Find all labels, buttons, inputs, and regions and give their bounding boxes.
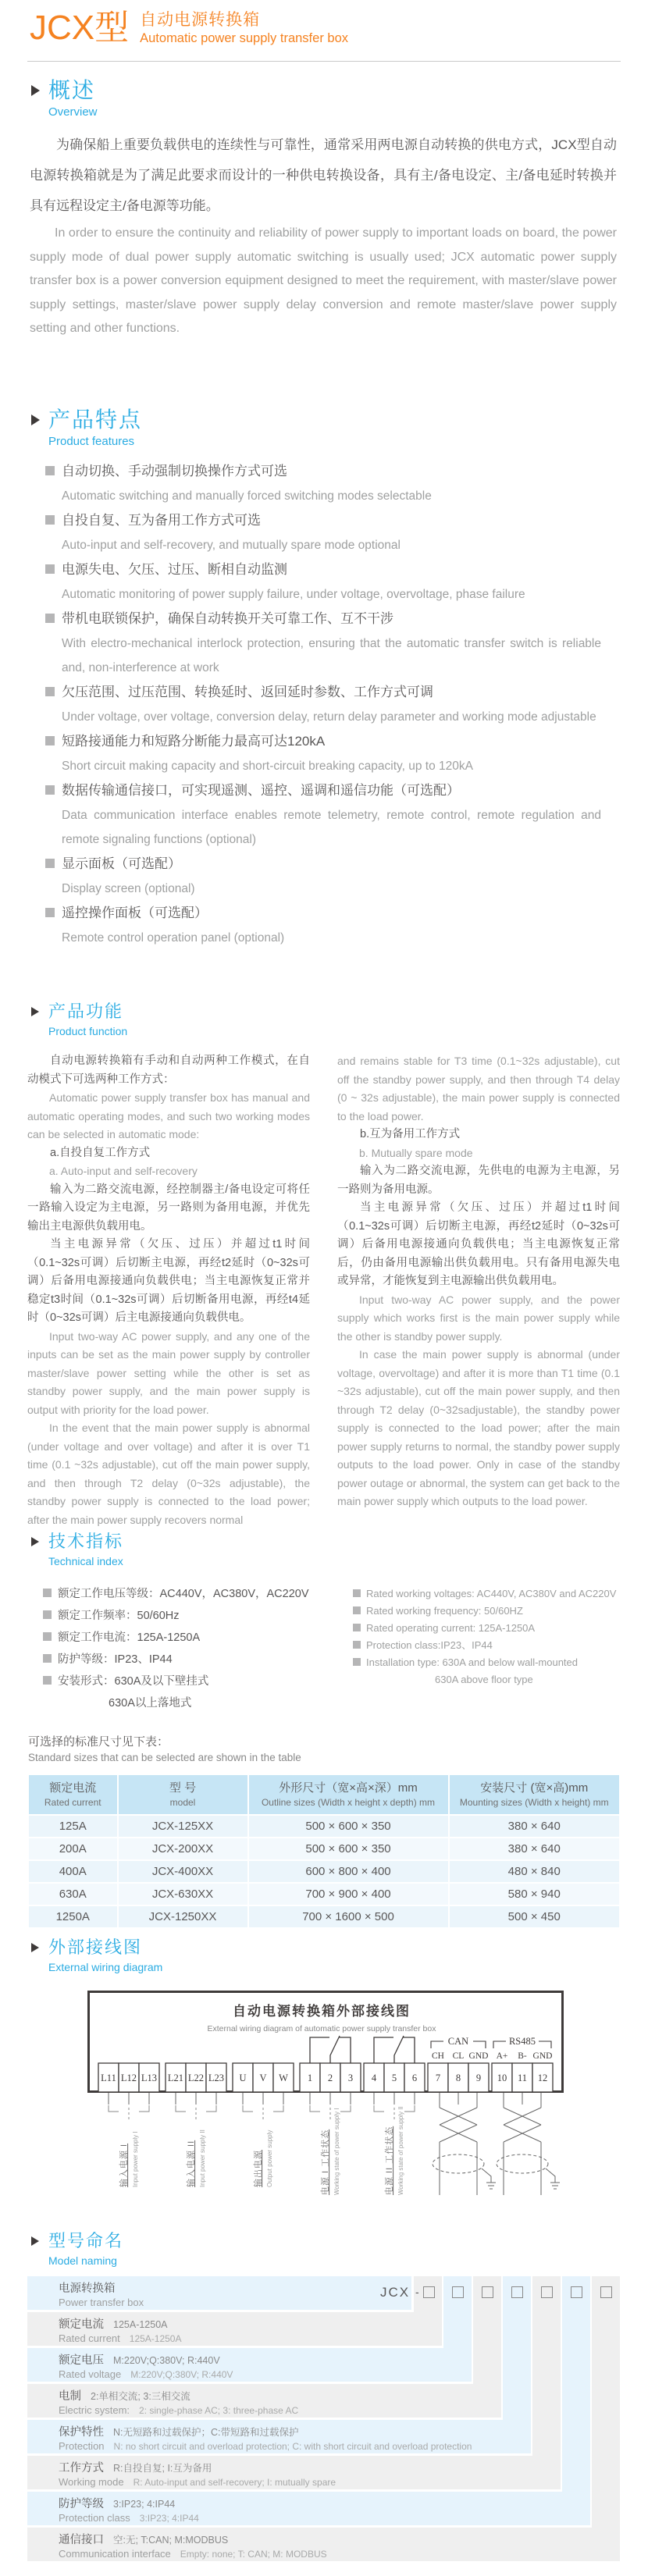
function-paragraph: 当主电源异常（欠压、过压）并超过t1时间（0.1~32s可调）后切断主电源，再经t2延时（0~32s可调）后备用电源接通向负载供电；当主电源恢复正常后，仍由备用电源输出供负载用电。只有备用电源失电或异常，才能恢复到主电源输出供负载用电。 (337, 1201, 620, 1287)
function-paragraph: 输入为二路交流电源，先供电的电源为主电源，另一路则为备用电源。 (337, 1165, 620, 1196)
naming-row (27, 2276, 411, 2310)
naming-detail-cn: 125A-1250A (113, 2319, 168, 2330)
feature-en: Display screen (optional) (62, 882, 195, 895)
wiring-diagram (87, 1991, 564, 2213)
feature-item (45, 778, 601, 852)
terminal-label: W (279, 2073, 288, 2083)
naming-row (27, 2456, 561, 2489)
section-overview-heading (30, 78, 98, 120)
section-title-cn: 外部接线图 (48, 1937, 143, 1957)
terminal-label: 1 (307, 2073, 313, 2083)
function-paragraph: 自动电源转换箱有手动和自动两种工作模式，在自动模式下可选两种工作方式： (27, 1055, 310, 1086)
size-cell: 380 × 640 (450, 1816, 620, 1837)
section-technical-heading (30, 1532, 123, 1569)
terminal-stubs (109, 2093, 522, 2105)
function-paragraph: In the event that the main power supply is abnormal (under voltage and over voltage) and after it is over T1 time (0.1 ~32s adjustable), cut off the main power supply, and then through T2 delay (0~32s adjustable), the standby power supply is connected to the load power; after the main power supply recovers normal (27, 1421, 310, 1526)
terminal-strip (98, 2063, 553, 2092)
group-label-cn: 电源 II 工作状态 (385, 2126, 394, 2195)
model-naming-diagram (27, 2276, 621, 2564)
naming-row (27, 2528, 620, 2561)
feature-cn-text: 数据传输通信接口，可实现遥测、遥控、遥调和遥信功能（可选配） (62, 783, 460, 798)
naming-label-en: Protection (59, 2440, 105, 2452)
function-paragraph: Input two-way AC power supply, and any one of the inputs can be set as the main power supply by controller master/slave power setting while the other is set as standby power supply, and the main power supply is output with priority for the load power. (27, 1329, 310, 1416)
group-brackets (109, 2105, 415, 2122)
tech-item (353, 1654, 622, 1671)
table-row (29, 1884, 619, 1905)
naming-detail-cn: 2:单相交流; 3:三相交流 (91, 2391, 190, 2402)
feature-cn-text: 欠压范围、过压范围、转换延时、返回延时参数、工作方式可调 (62, 685, 433, 699)
model-prefix: JCX (380, 2285, 411, 2300)
feature-cn (45, 901, 601, 926)
feature-cn (45, 852, 601, 877)
feature-item (45, 607, 601, 680)
group-label-cn: 电源 I 工作状态 (321, 2129, 330, 2195)
naming-label-cn: 电制 (59, 2390, 81, 2403)
section-title-cn: 技术指标 (48, 1532, 124, 1551)
terminal-label: L11 (101, 2073, 116, 2083)
table-row (29, 1906, 619, 1927)
terminal-label: L21 (167, 2073, 184, 2083)
function-column-right (337, 1052, 620, 1511)
code-box (511, 2286, 523, 2298)
tech-item-text: Rated operating current: 125A-1250A (366, 1622, 536, 1634)
naming-label-cn: 通信接口 (59, 2534, 104, 2546)
size-cell: 200A (29, 1838, 117, 1859)
feature-cn (45, 508, 601, 533)
tech-item (43, 1583, 347, 1605)
feature-cn-text: 带机电联锁保护，确保自动转换开关可靠工作、互不干涉 (62, 611, 393, 626)
feature-en: Remote control operation panel (optional) (62, 931, 285, 945)
feature-en: Auto-input and self-recovery, and mutually spare mode optional (62, 539, 401, 552)
naming-label-cn: 防护等级 (59, 2498, 104, 2510)
naming-detail-en: 2: single-phase AC; 3: three-phase AC (139, 2405, 299, 2416)
feature-cn (45, 557, 601, 582)
naming-label-en: Working mode (59, 2476, 124, 2488)
col-header (119, 1775, 247, 1814)
bullet-icon (45, 859, 55, 868)
col-header-cn: 外形尺寸（宽×高×深）mm (279, 1781, 418, 1795)
tech-item (43, 1649, 347, 1670)
bullet-icon (353, 1658, 361, 1666)
col-header-en: Outline sizes (Width x height x depth) mm (261, 1797, 436, 1808)
group-label-en: Output power supply (266, 2129, 273, 2187)
terminal-label: 4 (371, 2073, 377, 2083)
product-title-en: Automatic power supply transfer box (140, 31, 349, 45)
section-features-heading (30, 407, 142, 450)
terminal-label: 12 (537, 2073, 548, 2083)
feature-item (45, 557, 601, 607)
naming-detail-cn: R:自投自复; I:互为备用 (113, 2463, 212, 2474)
feature-en: Data communication interface enables remote telemetry, remote control, remote regulation and remote signaling functions (optional) (62, 809, 601, 846)
tech-item (43, 1605, 347, 1627)
naming-detail-cn: M:220V;Q:380V; R:440V (113, 2355, 220, 2366)
size-cell: 500 × 600 × 350 (249, 1838, 448, 1859)
terminal-label: 2 (327, 2073, 333, 2083)
feature-en: Automatic switching and manually forced switching modes selectable (62, 489, 432, 503)
bullet-icon (43, 1610, 52, 1619)
naming-row (27, 2492, 590, 2525)
code-box (452, 2286, 464, 2298)
feature-item (45, 680, 601, 729)
naming-row (27, 2348, 472, 2382)
section-title-en: Technical index (48, 1555, 123, 1567)
feature-cn-text: 显示面板（可选配） (62, 856, 181, 871)
naming-label-cn: 电源转换箱 (59, 2282, 116, 2295)
size-cell: 500 × 600 × 350 (249, 1816, 448, 1837)
feature-item (45, 852, 601, 901)
naming-label-cn: 保护特性 (59, 2426, 104, 2439)
group-label-en: Input power supply I (132, 2131, 139, 2187)
ground-symbol (546, 2169, 560, 2189)
code-column (592, 2276, 620, 2528)
section-title-cn: 型号命名 (48, 2231, 124, 2250)
table-row (29, 1861, 619, 1882)
tech-item (353, 1637, 622, 1654)
tech-item (353, 1585, 622, 1603)
group-label-cn: 输出电源 (254, 2150, 263, 2187)
group-label-cn: 输入电源 I (119, 2143, 129, 2187)
col-header (450, 1775, 620, 1814)
section-arrow-icon (31, 1943, 39, 1952)
section-title-en: Product function (48, 1025, 128, 1037)
overview-paragraph-cn: 为确保船上重要负载供电的连续性与可靠性，通常采用两电源自动转换的供电方式，JCX型自动电源转换箱就是为了满足此要求而设计的一种供电转换设备，具有主/备电设定、主/备电延时转换并具有远程设定主/备电源等功能。 (30, 137, 617, 213)
feature-en: Short circuit making capacity and short-circuit breaking capacity, up to 120kA (62, 760, 473, 773)
bullet-icon (43, 1632, 52, 1641)
col-header-cn: 型 号 (169, 1781, 197, 1795)
size-cell: JCX-125XX (119, 1816, 247, 1837)
tech-item-text: Rated working voltages: AC440V, AC380V and AC220V (366, 1588, 617, 1599)
section-title-cn: 产品特点 (48, 407, 143, 432)
size-cell: 1250A (29, 1906, 117, 1927)
naming-detail-en: 125A-1250A (129, 2333, 182, 2344)
relay-symbol (310, 2036, 415, 2063)
bullet-icon (45, 687, 55, 696)
tech-item (353, 1603, 622, 1620)
naming-label-cn: 工作方式 (59, 2462, 104, 2475)
naming-detail-en: N: no short circuit and overload protection; C: with short circuit and overload protection (113, 2441, 472, 2452)
naming-detail-en: 3:IP23; 4:IP44 (139, 2513, 199, 2524)
section-title-cn: 概述 (48, 78, 96, 102)
bullet-icon (353, 1589, 361, 1597)
bullet-icon (45, 515, 55, 525)
diagram-title-cn: 自动电源转换箱外部接线图 (233, 2004, 411, 2019)
tech-item-text: Installation type: 630A and below wall-mounted (366, 1656, 579, 1668)
naming-row (27, 2420, 531, 2453)
function-paragraph: and remains stable for T3 time (0.1~32s adjustable), cut off the standby power supply, and then through T4 delay (0 ~ 32s adjustable), the main power supply is connected to the load power. (337, 1055, 620, 1123)
terminal-label: 5 (391, 2073, 397, 2083)
pin-label: A+ (496, 2051, 508, 2061)
bus-labels (432, 2036, 552, 2061)
col-header-en: model (169, 1797, 196, 1808)
section-title-en: Overview (48, 105, 98, 119)
naming-label-en: Electric system: (59, 2404, 130, 2416)
feature-cn (45, 459, 601, 484)
terminal-label: 3 (347, 2073, 354, 2083)
pin-label: CH (432, 2051, 444, 2061)
section-title-en: Product features (48, 435, 135, 448)
tech-item-text: 额定工作电流：125A-1250A (58, 1631, 201, 1644)
section-arrow-icon (31, 415, 40, 425)
page-header (30, 8, 348, 48)
size-cell: 125A (29, 1816, 117, 1837)
section-naming-heading (30, 2231, 123, 2268)
bullet-icon (45, 736, 55, 745)
bullet-icon (43, 1654, 52, 1663)
size-cell: 700 × 1600 × 500 (249, 1906, 448, 1927)
function-paragraph: Input two-way AC power supply, and the power supply which works first is the main power supply while the other is standby power supply. (337, 1293, 620, 1343)
feature-list (45, 459, 601, 950)
feature-en: With electro-mechanical interlock protection, ensuring that the automatic transfer switch is reliable and, non-interference at work (62, 637, 601, 674)
naming-label-en: Communication interface (59, 2548, 171, 2560)
terminal-label: U (239, 2073, 247, 2083)
table-row (29, 1816, 619, 1837)
naming-row (27, 2384, 501, 2418)
feature-en: Automatic monitoring of power supply failure, under voltage, overvoltage, phase failure (62, 588, 525, 601)
feature-cn (45, 729, 601, 754)
naming-row (27, 2312, 442, 2346)
function-paragraph: Automatic power supply transfer box has manual and automatic operating modes, and such two working modes can be selected in automatic mode: (27, 1091, 310, 1140)
code-box (482, 2286, 493, 2298)
group-label-en: Input power supply II (199, 2129, 206, 2187)
code-box (541, 2286, 553, 2298)
function-column-left (27, 1052, 310, 1529)
product-model-title: JCX型 (30, 9, 130, 47)
table-row (29, 1838, 619, 1859)
feature-cn-text: 电源失电、欠压、过压、断相自动监测 (62, 562, 287, 577)
terminal-label: 9 (475, 2073, 482, 2083)
twisted-pair-rs485 (497, 2093, 560, 2195)
naming-detail-cn: 3:IP23; 4:IP44 (113, 2499, 176, 2510)
tech-item-text: 额定工作频率：50/60Hz (58, 1610, 180, 1622)
pin-label: B- (518, 2051, 527, 2061)
feature-cn-text: 自动切换、手动强制切换操作方式可选 (62, 464, 287, 479)
twisted-pair-can (433, 2093, 496, 2195)
bullet-icon (45, 466, 55, 475)
group-label-en: Working state of power supply II (397, 2106, 404, 2195)
col-header (29, 1775, 117, 1814)
feature-item (45, 459, 601, 508)
size-cell: 630A (29, 1884, 117, 1905)
terminal-label: 7 (435, 2073, 441, 2083)
section-arrow-icon (31, 85, 40, 96)
code-box (571, 2286, 582, 2298)
naming-detail-cn: 空:无; T:CAN; M:MODBUS (113, 2535, 229, 2546)
function-paragraph: b.互为备用工作方式 (360, 1128, 461, 1140)
bullet-icon (45, 785, 55, 795)
tech-item-text: 额定工作电压等级：AC440V，AC380V，AC220V (58, 1588, 309, 1600)
feature-cn-text: 短路接通能力和短路分断能力最高可达120kA (62, 734, 326, 749)
terminal-label: L23 (208, 2073, 225, 2083)
col-header-en: Mounting sizes (Width x height) mm (459, 1797, 609, 1808)
bullet-icon (45, 564, 55, 574)
col-header (249, 1775, 448, 1814)
size-cell: JCX-400XX (119, 1861, 247, 1882)
size-cell: 700 × 900 × 400 (249, 1884, 448, 1905)
terminal-label: V (259, 2073, 267, 2083)
code-box (423, 2286, 435, 2298)
function-paragraph: 输入为二路交流电源，经控制器主/备电设定可将任一路输入设定为主电源，另一路则为备用电源，并优先输出主电源供负载用电。 (27, 1183, 310, 1233)
feature-item (45, 508, 601, 557)
code-box (600, 2286, 612, 2298)
terminal-label: L22 (187, 2073, 205, 2083)
feature-cn-text: 遥控操作面板（可选配） (62, 906, 208, 920)
bullet-icon (45, 614, 55, 623)
terminal-label: 11 (517, 2073, 528, 2083)
tech-item-text: 安装形式：630A及以下壁挂式 (58, 1675, 209, 1688)
overview-paragraph-en: In order to ensure the continuity and reliability of power supply to important loads on board, the power supply mode of dual power supply automatic switching is usually used; JCX automatic power supply transfer box is a power conversion equipment designed to meet the requirement, with master/slave power supply settings, master/slave power supply delay conversion and remote master/slave power supply setting and other functions. (30, 226, 617, 335)
section-wiring-heading (30, 1937, 162, 1975)
group-labels (118, 2106, 404, 2195)
size-cell: 600 × 800 × 400 (249, 1861, 448, 1882)
tech-item-extra: 630A以上落地式 (109, 1697, 192, 1710)
size-cell: 400A (29, 1861, 117, 1882)
sizes-intro-en: Standard sizes that can be selected are shown in the table (28, 1752, 301, 1763)
naming-label-en: Protection class (59, 2512, 130, 2524)
tech-item (43, 1670, 347, 1692)
function-paragraph: In case the main power supply is abnormal (under voltage, overvoltage) and after it is more than T1 time (0.1 ~32s adjustable), cut off the main power supply, and then through T2 delay (0~32sadjustable), the standby power supply is connected to the load power; after the main power supply returns to normal, the standby power supply outputs to the load power. Only in case of the standby power outage or abnormal, the system can get back to the main power supply which outputs to the load power. (337, 1348, 620, 1507)
group-label-cn: 输入电源 II (187, 2140, 196, 2187)
naming-label-en: Power transfer box (59, 2297, 144, 2308)
sizes-intro-cn: 可选择的标准尺寸见下表： (28, 1735, 169, 1749)
size-cell: 500 × 450 (450, 1906, 620, 1927)
naming-label-en: Rated current (59, 2332, 120, 2344)
naming-label-en: Rated voltage (59, 2368, 122, 2380)
tech-item-text: Rated working frequency: 50/60HZ (366, 1605, 523, 1617)
size-cell: JCX-630XX (119, 1884, 247, 1905)
section-arrow-icon (31, 1007, 39, 1016)
bullet-icon (43, 1676, 52, 1685)
terminal-label: 8 (455, 2073, 461, 2083)
section-title-en: External wiring diagram (48, 1961, 163, 1973)
naming-detail-en: R: Auto-input and self-recovery; I: mutually spare (133, 2477, 336, 2488)
naming-detail-en: Empty: none; T: CAN; M: MODBUS (180, 2549, 327, 2560)
function-paragraph: 当主电源异常（欠压、过压）并超过t1时间（0.1~32s可调）后切断主电源，再经t2延时（0~32s可调）后备用电源接通向负载供电；当主电源恢复正常并稳定t3时间（0.1~32s可调）后切断备用电源，再经t4延时（0~32s可调）后主电源接通向负载供电。 (27, 1238, 310, 1324)
size-cell: 380 × 640 (450, 1838, 620, 1859)
bullet-icon (353, 1624, 361, 1631)
naming-label-cn: 额定电压 (59, 2354, 104, 2367)
model-dash: - (415, 2286, 419, 2298)
feature-item (45, 901, 601, 950)
size-cell: JCX-1250XX (119, 1906, 247, 1927)
diagram-title-en: External wiring diagram of automatic power supply transfer box (207, 2024, 436, 2033)
pin-label: GND (532, 2051, 553, 2061)
pin-label: GND (468, 2051, 489, 2061)
bullet-icon (353, 1641, 361, 1649)
col-header-en: Rated current (44, 1797, 101, 1808)
table-header-row (29, 1775, 619, 1814)
bullet-icon (353, 1606, 361, 1614)
terminal-label: L13 (141, 2073, 158, 2083)
terminal-label: L12 (120, 2073, 137, 2083)
can-bus-label: CAN (447, 2036, 469, 2047)
feature-cn (45, 680, 601, 705)
ground-symbol (482, 2169, 496, 2189)
size-cell: 580 × 940 (450, 1884, 620, 1905)
col-header-cn: 安装尺寸 (宽×高)mm (480, 1781, 589, 1795)
product-title-block (140, 8, 348, 47)
tech-item-text: 防护等级：IP23、IP44 (58, 1653, 173, 1666)
terminal-label: 6 (411, 2073, 418, 2083)
technical-list-en (353, 1585, 622, 1688)
feature-cn-text: 自投自复、互为备用工作方式可选 (62, 513, 261, 528)
feature-item (45, 729, 601, 778)
sizes-table (27, 1774, 621, 1929)
tech-item (43, 1627, 347, 1649)
col-header-cn: 额定电流 (49, 1781, 97, 1795)
section-function-heading (30, 1002, 127, 1039)
section-title-cn: 产品功能 (48, 1002, 124, 1021)
function-paragraph: b. Mutually spare mode (359, 1146, 473, 1159)
group-label-en: Working state of power supply I (333, 2108, 340, 2195)
feature-en: Under voltage, over voltage, conversion delay, return delay parameter and working mode adjustable (62, 710, 596, 724)
header-divider (27, 61, 621, 62)
terminal-label: 10 (497, 2073, 507, 2083)
tech-item-extra: 630A above floor type (435, 1674, 533, 1685)
size-cell: JCX-200XX (119, 1838, 247, 1859)
bullet-icon (43, 1589, 52, 1597)
naming-detail-en: M:220V;Q:380V; R:440V (130, 2369, 233, 2380)
code-column (532, 2276, 561, 2456)
tech-item-text: Protection class:IP23、IP44 (366, 1639, 493, 1651)
section-title-en: Model naming (48, 2254, 117, 2267)
pin-label: CL (452, 2051, 465, 2061)
code-column (562, 2276, 590, 2492)
technical-list-cn (43, 1583, 347, 1714)
bullet-icon (45, 908, 55, 917)
naming-detail-cn: N:无短路和过载保护；C:带短路和过载保护 (113, 2427, 299, 2438)
section-arrow-icon (31, 2236, 39, 2246)
rs485-bus-label: RS485 (508, 2036, 536, 2047)
function-paragraph: a.自投自复工作方式 (50, 1146, 151, 1159)
size-cell: 480 × 840 (450, 1861, 620, 1882)
feature-cn (45, 607, 601, 632)
naming-label-cn: 额定电流 (59, 2318, 104, 2331)
function-paragraph: a. Auto-input and self-recovery (49, 1165, 198, 1177)
feature-cn (45, 778, 601, 803)
section-arrow-icon (31, 1537, 39, 1546)
tech-item (353, 1620, 622, 1637)
product-title-cn: 自动电源转换箱 (140, 11, 261, 29)
